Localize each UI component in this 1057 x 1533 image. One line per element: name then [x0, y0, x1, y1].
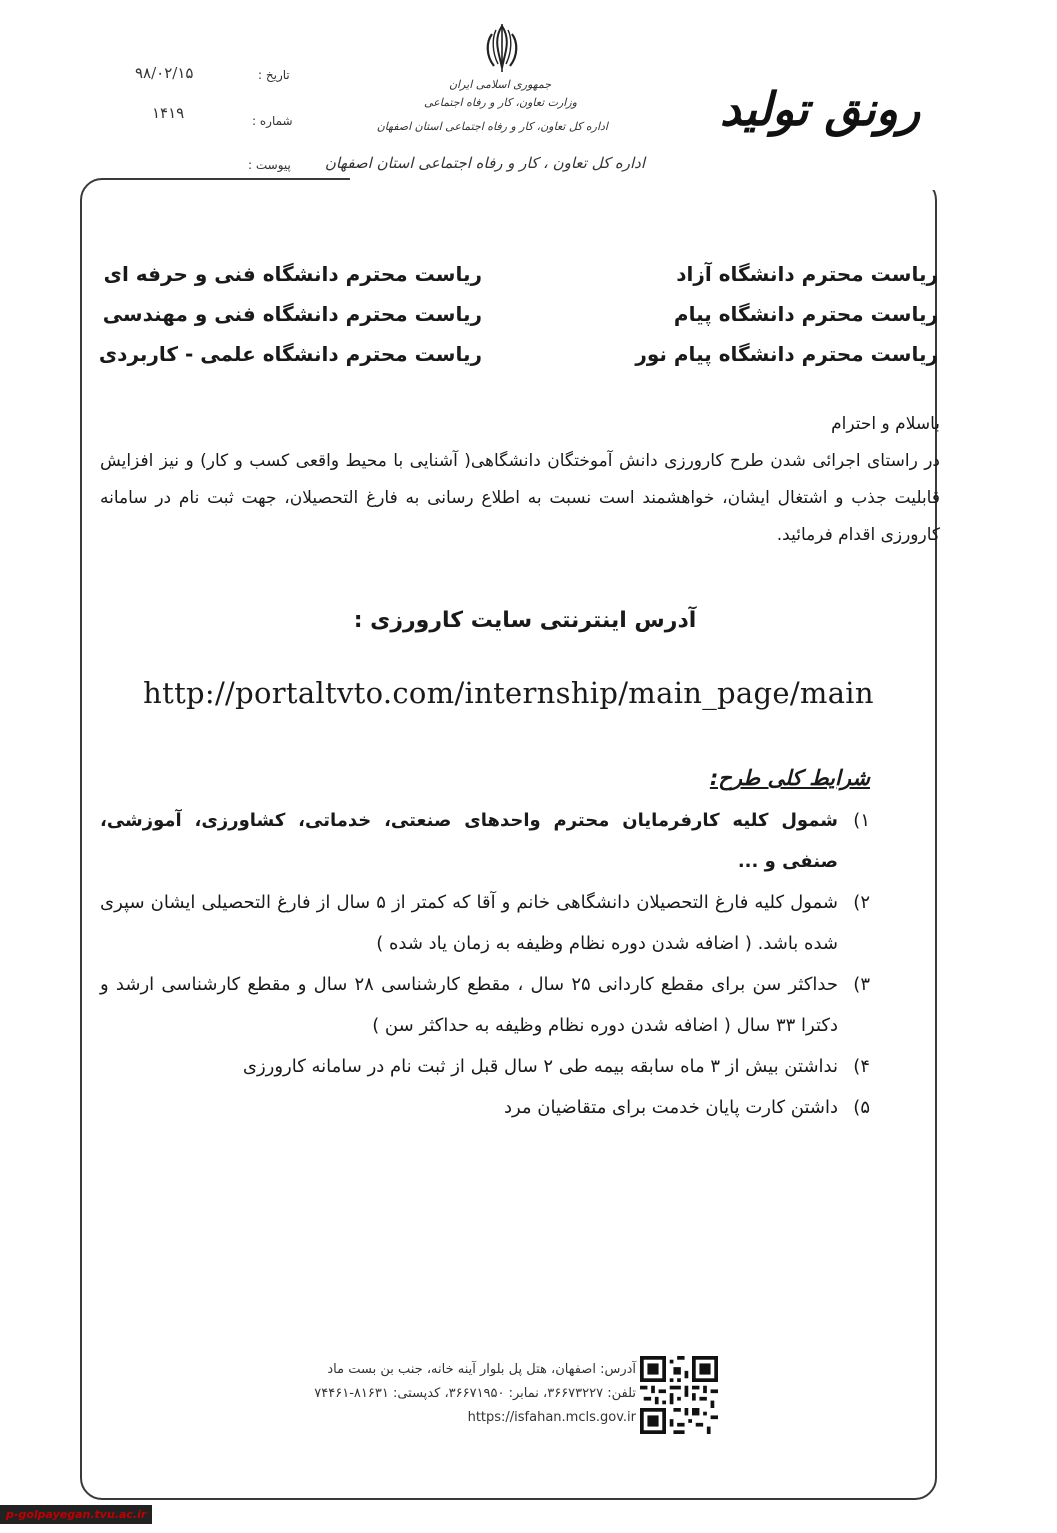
condition-item — [100, 800, 870, 882]
department-name: اداره کل تعاون ، کار و رفاه اجتماعی استان اصفهان — [324, 154, 645, 172]
condition-number: ۱) — [853, 810, 870, 831]
condition-number: ۲) — [853, 892, 870, 913]
ronaq-tolid-logo: رونق تولید — [720, 82, 921, 136]
iran-emblem-icon — [474, 20, 530, 76]
date-value: ۹۸/۰۲/۱۵ — [135, 64, 194, 82]
address-title: آدرس اینترنتی سایت کارورزی : — [353, 608, 697, 633]
condition-text: حداکثر سن برای مقطع کاردانی ۲۵ سال ، مقطع کارشناسی ۲۸ سال و مقطع کارشناسی ارشد و دکترا ۳۳ سال ( اضافه شدن دوره نظام وظیفه به حداکثر سن ) — [100, 974, 838, 1036]
condition-text: داشتن کارت پایان خدمت برای متقاضیان مرد — [503, 1097, 838, 1118]
recipient-payam-noor: ریاست محترم دانشگاه پیام نور — [635, 342, 938, 366]
recipients-right — [590, 254, 938, 374]
recipient-azad: ریاست محترم دانشگاه آزاد — [676, 262, 938, 286]
internship-url[interactable]: http://portaltvto.com/internship/main_page/main — [143, 676, 874, 710]
condition-number: ۴) — [853, 1056, 870, 1077]
condition-text: شمول کلیه فارغ التحصیلان دانشگاهی خانم و آقا که کمتر از ۵ سال از فارغ التحصیلی ایشان سپری شده باشد. ( اضافه شدن دوره نظام وظیفه به زمان یاد شده ) — [100, 892, 838, 954]
footer-phone: تلفن: ۳۶۶۷۳۲۲۷، نمابر: ۳۶۶۷۱۹۵۰، کدپستی: ۸۱۶۳۱-۷۴۴۶۱ — [314, 1386, 636, 1401]
ministry-line-3: اداره کل تعاون، کار و رفاه اجتماعی استان اصفهان — [376, 120, 608, 133]
condition-text: شمول کلیه کارفرمایان محترم واحدهای صنعتی، خدماتی، کشاورزی، آموزشی، صنفی و ... — [100, 810, 838, 872]
footer-address: آدرس: اصفهان، هتل پل بلوار آینه خانه، جنب بن بست ماد — [327, 1362, 636, 1377]
condition-text: نداشتن بیش از ۳ ماه سابقه بیمه طی ۲ سال قبل از ثبت نام در سامانه کارورزی — [242, 1056, 838, 1077]
number-label: شماره : — [252, 114, 293, 128]
recipient-fanni-mohandesi: ریاست محترم دانشگاه فنی و مهندسی — [102, 302, 482, 326]
recipient-fanni-herfei: ریاست محترم دانشگاه فنی و حرفه ای — [103, 262, 482, 286]
condition-item — [100, 882, 870, 964]
attachment-label: پیوست : — [248, 158, 291, 172]
ministry-line-1: جمهوری اسلامی ایران — [448, 78, 552, 91]
recipients-left — [100, 254, 482, 374]
ministry-line-2: وزارت تعاون، کار و رفاه اجتماعی — [423, 96, 577, 109]
footer-website[interactable]: https://isfahan.mcls.gov.ir — [467, 1410, 636, 1425]
recipient-payam: ریاست محترم دانشگاه پیام — [673, 302, 938, 326]
condition-number: ۵) — [853, 1097, 870, 1118]
number-value: ۱۴۱۹ — [152, 104, 185, 122]
condition-number: ۳) — [853, 974, 870, 995]
date-label: تاریخ : — [258, 68, 290, 82]
condition-item — [100, 964, 870, 1046]
recipient-elmi-karbordi: ریاست محترم دانشگاه علمی - کاربردی — [98, 342, 482, 366]
footer-address-block — [270, 1358, 636, 1430]
greeting: باسلام و احترام — [831, 414, 940, 434]
conditions-list — [100, 800, 870, 1128]
body-paragraph: در راستای اجرائی شدن طرح کارورزی دانش آموختگان دانشگاهی( آشنایی با محیط واقعی کسب و کار) و نیز افزایش قابلیت جذب و اشتغال ایشان، خواهشمند است نسبت به اطلاع رسانی به فارغ التحصیلان، جهت ثبت نام در سامانه کارورزی اقدام فرمائید. — [100, 451, 940, 545]
qr-code-icon[interactable] — [640, 1356, 718, 1434]
condition-item — [100, 1046, 870, 1087]
conditions-title: شرایط کلی طرح: — [709, 766, 870, 790]
site-watermark: p-golpayegan.tvu.ac.ir — [0, 1505, 152, 1524]
condition-item — [100, 1087, 870, 1128]
